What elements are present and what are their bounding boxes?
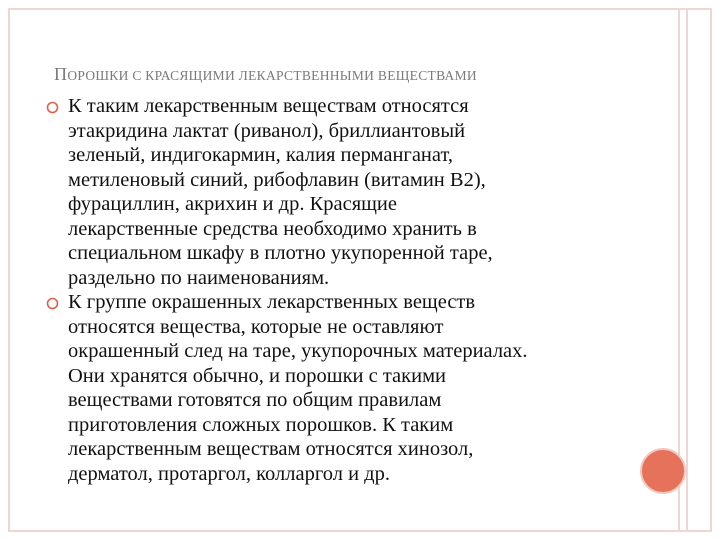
bullet-text-line: веществами готовятся по общим правилам (68, 389, 442, 411)
bullet-item (46, 94, 646, 290)
bullet-text-line: дерматол, протаргол, колларгол и др. (68, 462, 390, 485)
title-first-letter: П (54, 64, 68, 84)
bullet-text-line: этакридина лактат (риванол), бриллиантовый (68, 119, 466, 142)
circle-bullet-icon (46, 101, 59, 119)
bullet-text-line: К группе окрашенных лекарственных веществ (68, 291, 476, 313)
bullet-text-line: лекарственные средства необходимо хранить в (68, 217, 477, 240)
bullet-text-line: относятся вещества, которые не оставляют (68, 315, 444, 338)
frame-divider-line (686, 10, 688, 530)
title-rest: ОРОШКИ С КРАСЯЩИМИ ЛЕКАРСТВЕННЫМИ ВЕЩЕСТВАМИ (67, 68, 477, 83)
bullet-text-line: специальном шкафу в плотно укупоренной таре, (68, 242, 493, 264)
bullet-text-line: К таким лекарственным веществам относятся (68, 95, 469, 117)
bullet-text-line: раздельно по наименованиям. (68, 266, 330, 289)
bullet-item (46, 290, 646, 486)
bullet-text-line: зеленый, индигокармин, калия перманганат, (68, 144, 454, 166)
bullet-text-line: окрашенный след на таре, укупорочных материалах. (68, 340, 528, 362)
decorative-circle (640, 448, 686, 494)
circle-bullet-icon (46, 297, 59, 315)
bullet-list (46, 94, 646, 486)
bullet-text-line: фурациллин, акрихин и др. Красящие (68, 193, 397, 215)
bullet-text-line: метиленовый синий, рибофлавин (витамин В2), (68, 168, 486, 191)
slide-title (54, 64, 694, 85)
bullet-text-line: приготовления сложных порошков. К таким (68, 413, 454, 436)
bullet-text-line: лекарственным веществам относятся хинозол, (68, 438, 474, 460)
frame-divider-line (678, 10, 680, 530)
bullet-text-line: Они хранятся обычно, и порошки с такими (68, 364, 447, 387)
